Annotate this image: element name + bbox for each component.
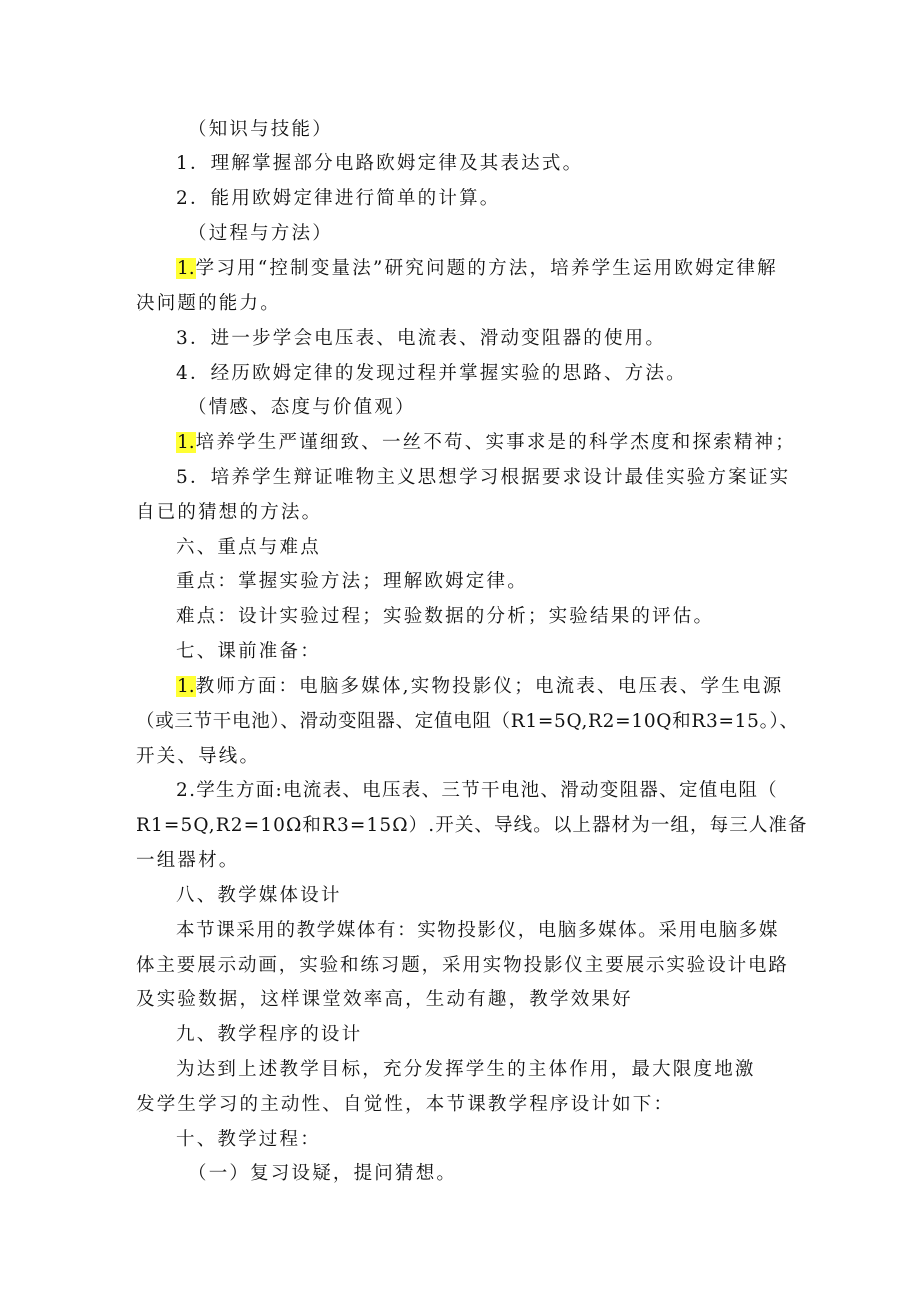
section-heading-teaching-process: 十、教学过程： [176, 1129, 321, 1150]
paragraph-line: 自已的猜想的方法。 [136, 502, 323, 523]
section-heading-procedure: 九、教学程序的设计 [176, 1024, 363, 1045]
paragraph-line: R1=5Q,R2=10Ω和R3=15Ω）.开关、导线。以上器材为一组，每三人准备 [136, 815, 808, 836]
subsection-heading: （一）复习设疑，提问猜想。 [188, 1163, 458, 1184]
objective-item-highlighted: 1.培养学生严谨细致、一丝不苟、实事求是的科学杰度和探索精神； [177, 432, 796, 453]
highlighted-number-marker: 1. [177, 432, 195, 453]
list-item-highlighted: 1.教师方面：电脑多媒体,实物投影仪；电流表、电压表、学生电源 [177, 676, 784, 697]
objective-item: 1．理解掌握部分电路欧姆定律及其表达式。 [176, 153, 584, 174]
paragraph-line: 一组器材。 [136, 850, 240, 871]
objective-item: 4．经历欧姆定律的发现过程并掌握实验的思路、方法。 [176, 363, 687, 384]
section-heading-key-points: 六、重点与难点 [176, 537, 321, 558]
paragraph-line: 体主要展示动画，实验和练习题，采用实物投影仪主要展示实验设计电路 [136, 955, 789, 976]
paragraph-line: （或三节干电池）、滑动变阻器、定值电阻（R1=5Q,R2=10Q和R3=15。）、 [136, 711, 799, 732]
paragraph-line: 难点：设计实验过程；实验数据的分析；实验结果的评估。 [176, 606, 715, 627]
paragraph-line: 本节课采用的教学媒体有：实物投影仪，电脑多媒体。采用电脑多媒 [176, 920, 780, 941]
paragraph-line: 及实验数据，这样课堂效率高，生动有趣，教学效果好 [136, 989, 633, 1010]
section-heading-emotion: （情感、态度与价值观） [188, 397, 416, 418]
section-heading-knowledge: （知识与技能） [188, 119, 333, 140]
objective-item-highlighted: 1.学习用“控制变量法”研究问题的方法，培养学生运用欧姆定律解 [177, 258, 778, 279]
highlighted-number-marker: 1. [177, 676, 195, 697]
section-heading-media: 八、教学媒体设计 [176, 885, 342, 906]
section-heading-process: （过程与方法） [188, 223, 333, 244]
section-heading-preparation: 七、课前准备： [176, 641, 321, 662]
list-item: 2.学生方面:电流表、电压表、三节干电池、滑动变阻器、定值电阻（ [176, 780, 778, 801]
paragraph-line: 为达到上述教学目标，充分发挥学生的主体作用，最大限度地激 [176, 1059, 756, 1080]
paragraph-line: 重点：掌握实验方法；理解欧姆定律。 [176, 571, 528, 592]
highlighted-number-marker: 1. [177, 258, 195, 279]
paragraph-line: 决问题的能力。 [136, 293, 281, 314]
paragraph-line: 发学生学习的主动性、自觉性，本节课教学程序设计如下： [136, 1094, 675, 1115]
objective-item: 5．培养学生辩证唯物主义思想学习根据要求设计最佳实验方案证实 [176, 467, 791, 488]
objective-item: 3．进一步学会电压表、电流表、滑动变阻器的使用。 [176, 328, 667, 349]
objective-item: 2．能用欧姆定律进行简单的计算。 [176, 188, 501, 209]
paragraph-line: 开关、导线。 [136, 746, 261, 767]
